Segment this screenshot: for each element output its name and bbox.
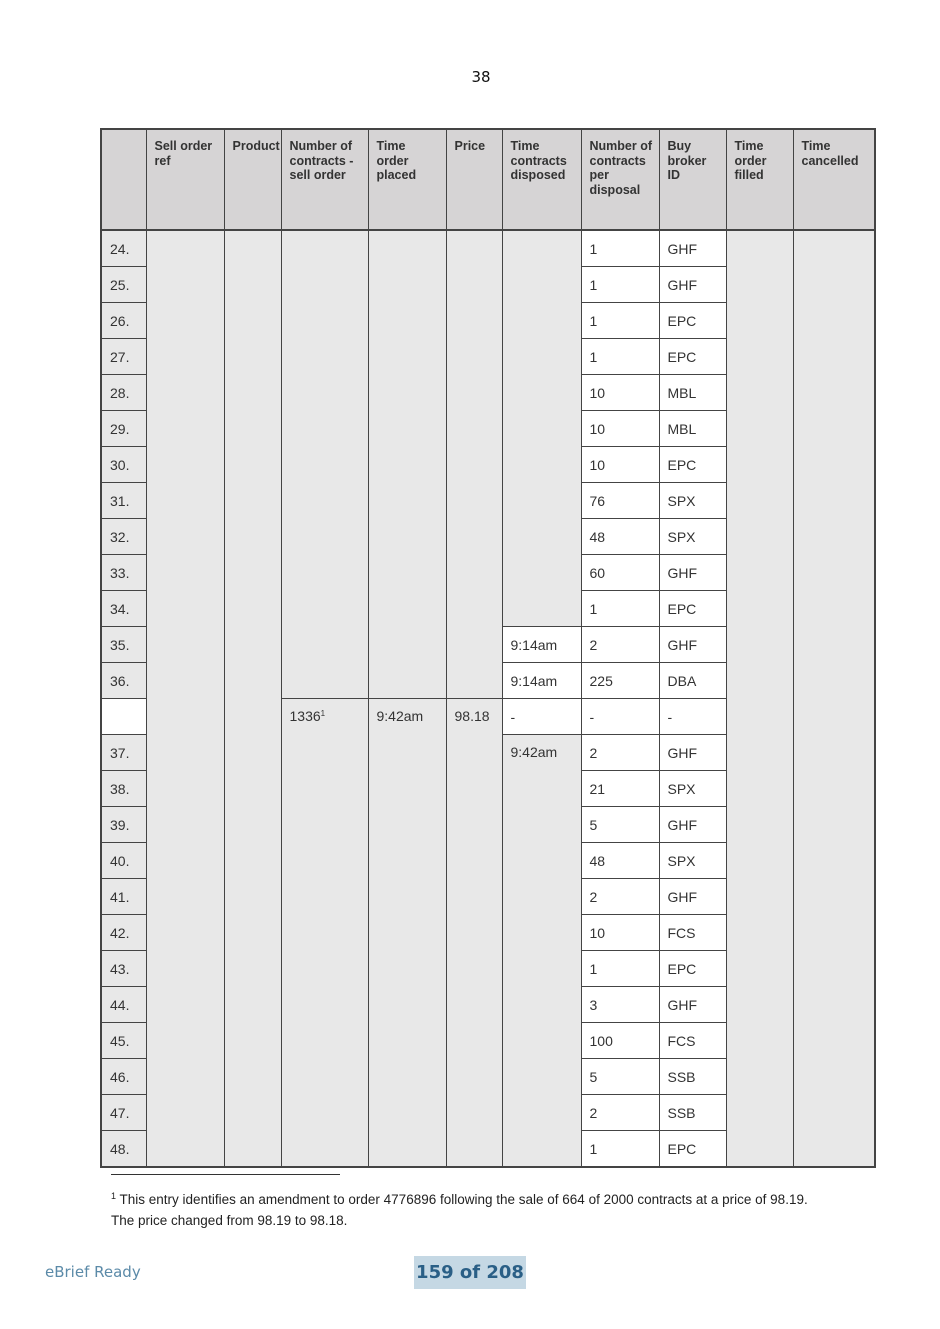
row-number-cell: 29. <box>101 411 146 447</box>
row-number-cell: 34. <box>101 591 146 627</box>
contracts-per-disposal-cell: 5 <box>581 1059 659 1095</box>
footnote-line-1: This entry identifies an amendment to order 4776896 following the sale of 664 of 2000 contracts at a price of 98.19. <box>119 1192 808 1207</box>
buy-broker-cell: SSB <box>659 1059 726 1095</box>
table-body <box>101 230 875 1167</box>
row-number-cell: 31. <box>101 483 146 519</box>
sell-order-ref-cell <box>146 230 224 1167</box>
time-order-placed-cell: 9:42am <box>368 699 446 1168</box>
row-number-cell: 25. <box>101 267 146 303</box>
row-number-cell: 37. <box>101 735 146 771</box>
brand-label: eBrief Ready <box>45 1263 141 1281</box>
product-cell <box>224 230 281 1167</box>
time-disposed-cell <box>502 230 581 627</box>
footnote-line-2: The price changed from 98.19 to 98.18. <box>111 1213 348 1228</box>
buy-broker-cell: SSB <box>659 1095 726 1131</box>
column-header <box>101 129 146 230</box>
row-number-cell: 33. <box>101 555 146 591</box>
contracts-per-disposal-cell: 60 <box>581 555 659 591</box>
buy-broker-cell: SPX <box>659 483 726 519</box>
footnote-reference[interactable]: 1 <box>320 709 326 718</box>
buy-broker-cell: DBA <box>659 663 726 699</box>
contracts-per-disposal-cell: 5 <box>581 807 659 843</box>
row-number-cell: 42. <box>101 915 146 951</box>
buy-broker-cell: EPC <box>659 591 726 627</box>
row-number-cell: 48. <box>101 1131 146 1168</box>
contracts-sell-order-cell <box>281 699 368 1168</box>
buy-broker-cell: GHF <box>659 879 726 915</box>
buy-broker-cell: EPC <box>659 303 726 339</box>
buy-broker-cell: GHF <box>659 627 726 663</box>
row-number-cell: 24. <box>101 230 146 267</box>
contracts-per-disposal-cell: 1 <box>581 303 659 339</box>
contracts-per-disposal-cell: 1 <box>581 951 659 987</box>
buy-broker-cell: MBL <box>659 375 726 411</box>
buy-broker-cell: SPX <box>659 519 726 555</box>
page-number: 38 <box>471 68 491 86</box>
row-number-cell: 38. <box>101 771 146 807</box>
row-number-cell: 36. <box>101 663 146 699</box>
time-order-placed-cell <box>368 230 446 699</box>
contracts-per-disposal-cell: 2 <box>581 1095 659 1131</box>
table-row <box>101 230 875 267</box>
buy-broker-cell: SPX <box>659 843 726 879</box>
footnote-rule <box>111 1174 340 1175</box>
row-number-cell: 35. <box>101 627 146 663</box>
row-number-cell: 45. <box>101 1023 146 1059</box>
table-header-row <box>101 129 875 230</box>
column-header: Buy broker ID <box>659 129 726 230</box>
contracts-sell-order-cell <box>281 230 368 699</box>
buy-broker-cell: GHF <box>659 987 726 1023</box>
trades-table <box>100 128 876 1168</box>
column-header: Number of contracts per disposal <box>581 129 659 230</box>
contracts-per-disposal-cell: 1 <box>581 339 659 375</box>
buy-broker-cell: GHF <box>659 230 726 267</box>
buy-broker-cell: EPC <box>659 339 726 375</box>
buy-broker-cell: GHF <box>659 555 726 591</box>
row-number-cell: 40. <box>101 843 146 879</box>
contracts-per-disposal-cell: - <box>581 699 659 735</box>
buy-broker-cell: - <box>659 699 726 735</box>
column-header: Sell order ref <box>146 129 224 230</box>
buy-broker-cell: EPC <box>659 447 726 483</box>
buy-broker-cell: GHF <box>659 735 726 771</box>
column-header: Price <box>446 129 502 230</box>
row-number-cell: 39. <box>101 807 146 843</box>
contracts-per-disposal-cell: 10 <box>581 411 659 447</box>
contracts-per-disposal-cell: 21 <box>581 771 659 807</box>
column-header: Time contracts disposed <box>502 129 581 230</box>
contracts-per-disposal-cell: 76 <box>581 483 659 519</box>
time-order-filled-cell <box>726 230 793 1167</box>
row-number-cell: 46. <box>101 1059 146 1095</box>
page-counter[interactable]: 159 of 208 <box>414 1256 526 1289</box>
column-header: Number of contracts - sell order <box>281 129 368 230</box>
row-number-cell: 27. <box>101 339 146 375</box>
buy-broker-cell: SPX <box>659 771 726 807</box>
row-number-cell: 32. <box>101 519 146 555</box>
row-number-cell: 28. <box>101 375 146 411</box>
contracts-per-disposal-cell: 1 <box>581 591 659 627</box>
row-number-cell: 26. <box>101 303 146 339</box>
contracts-per-disposal-cell: 225 <box>581 663 659 699</box>
contracts-per-disposal-cell: 1 <box>581 230 659 267</box>
amended-contracts-value: 1336 <box>289 708 321 724</box>
footnote-marker: 1 <box>111 1191 117 1201</box>
row-number-cell: 43. <box>101 951 146 987</box>
contracts-per-disposal-cell: 10 <box>581 375 659 411</box>
time-cancelled-cell <box>793 230 875 1167</box>
time-disposed-cell: 9:42am <box>502 735 581 1168</box>
time-disposed-cell: 9:14am <box>502 663 581 699</box>
buy-broker-cell: GHF <box>659 267 726 303</box>
price-cell <box>446 230 502 699</box>
column-header: Time order filled <box>726 129 793 230</box>
contracts-per-disposal-cell: 10 <box>581 447 659 483</box>
time-disposed-cell: 9:14am <box>502 627 581 663</box>
row-number-cell: 47. <box>101 1095 146 1131</box>
contracts-per-disposal-cell: 2 <box>581 735 659 771</box>
buy-broker-cell: EPC <box>659 951 726 987</box>
row-number-cell: 41. <box>101 879 146 915</box>
contracts-per-disposal-cell: 1 <box>581 1131 659 1168</box>
buy-broker-cell: GHF <box>659 807 726 843</box>
buy-broker-cell: FCS <box>659 915 726 951</box>
row-number-cell <box>101 699 146 735</box>
buy-broker-cell: EPC <box>659 1131 726 1168</box>
contracts-per-disposal-cell: 2 <box>581 627 659 663</box>
row-number-cell: 44. <box>101 987 146 1023</box>
footnote <box>111 1186 871 1231</box>
contracts-per-disposal-cell: 48 <box>581 519 659 555</box>
column-header: Time order placed <box>368 129 446 230</box>
price-cell: 98.18 <box>446 699 502 1168</box>
contracts-per-disposal-cell: 3 <box>581 987 659 1023</box>
contracts-per-disposal-cell: 100 <box>581 1023 659 1059</box>
contracts-per-disposal-cell: 10 <box>581 915 659 951</box>
contracts-per-disposal-cell: 1 <box>581 267 659 303</box>
time-disposed-cell: - <box>502 699 581 735</box>
row-number-cell: 30. <box>101 447 146 483</box>
buy-broker-cell: MBL <box>659 411 726 447</box>
contracts-per-disposal-cell: 48 <box>581 843 659 879</box>
contracts-per-disposal-cell: 2 <box>581 879 659 915</box>
column-header: Product <box>224 129 281 230</box>
buy-broker-cell: FCS <box>659 1023 726 1059</box>
column-header: Time cancelled <box>793 129 875 230</box>
